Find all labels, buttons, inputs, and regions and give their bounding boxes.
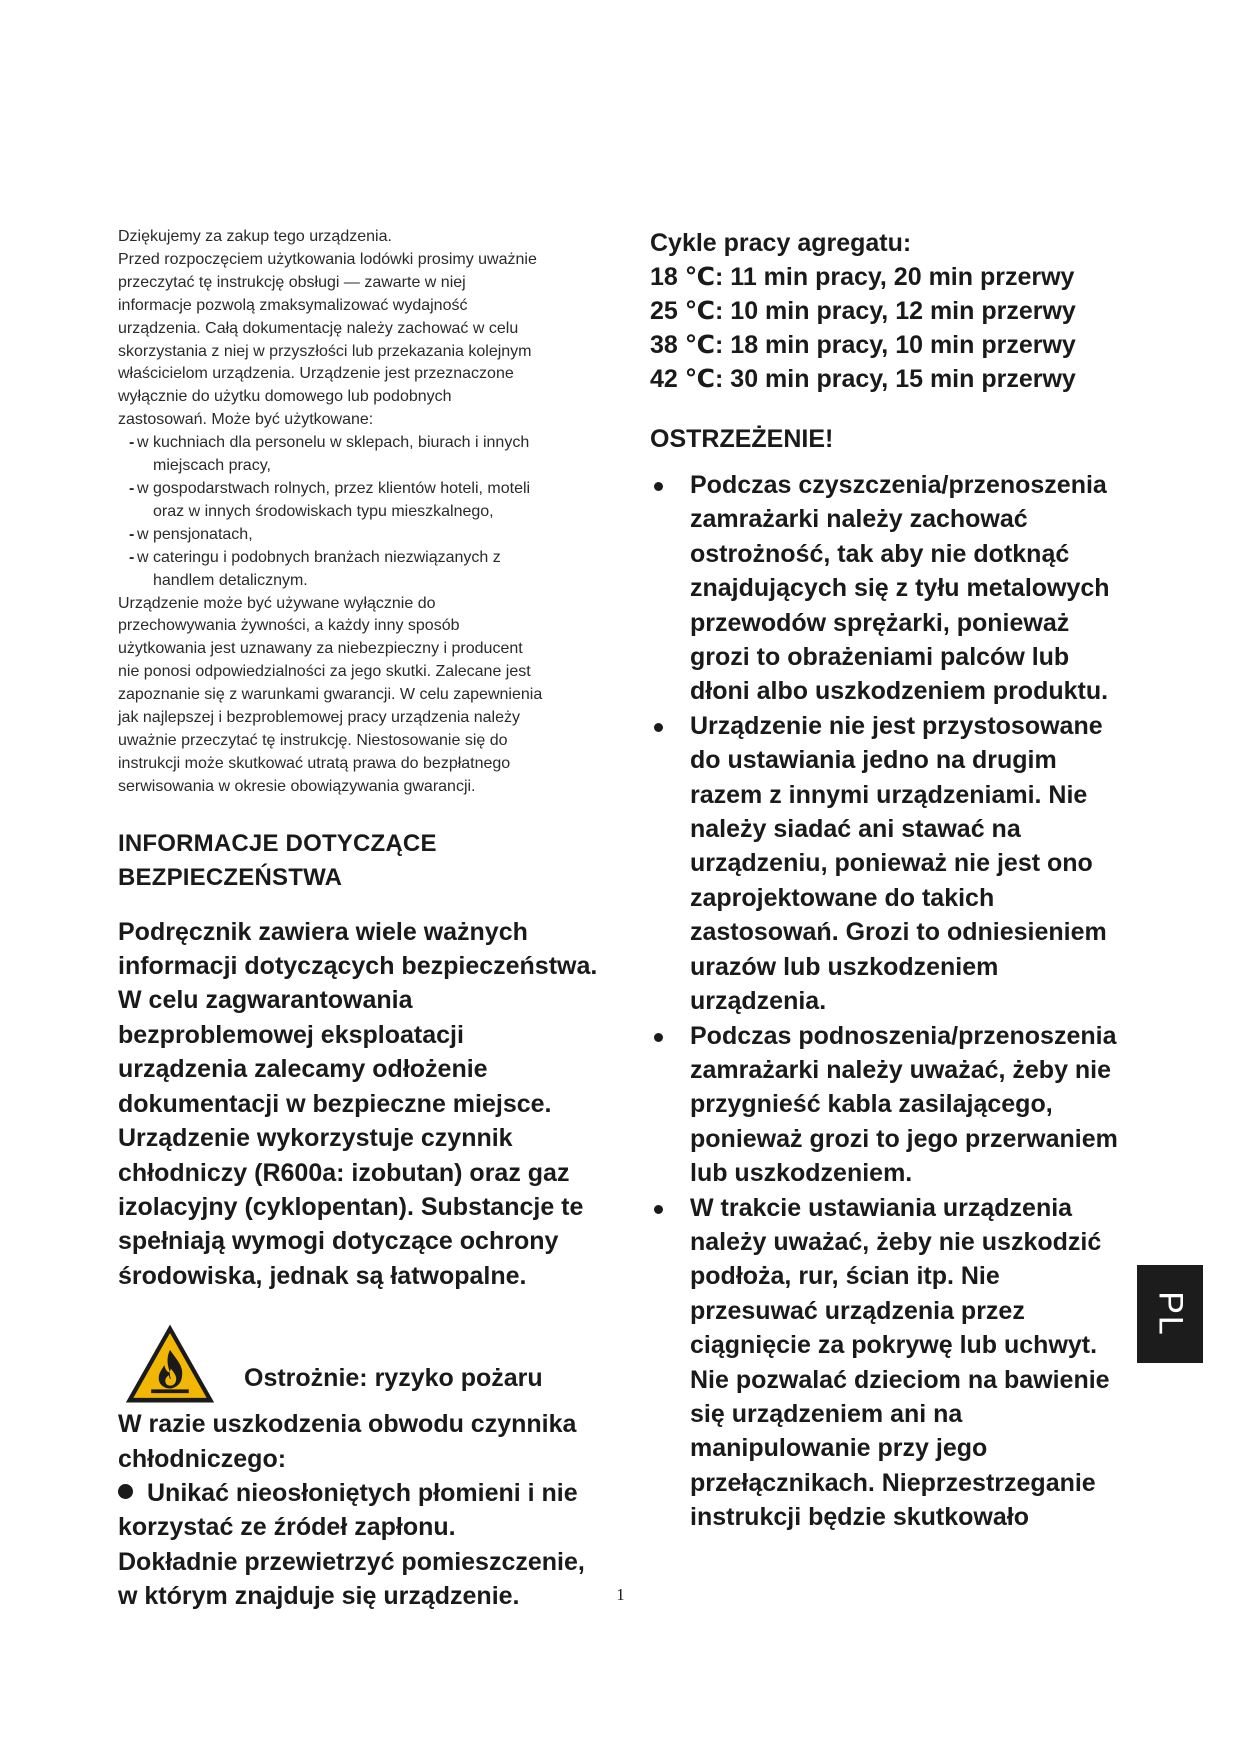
safety-paragraph-line: Podręcznik zawiera wiele ważnych xyxy=(118,917,528,946)
flammable-warning-icon xyxy=(123,1321,217,1407)
warning-bullet-line: instrukcji będzie skutkowało xyxy=(690,1503,1029,1532)
intro-line: przeczytać tę instrukcję obsługi — zawarte w niej xyxy=(118,273,466,291)
warning-bullet-line: dłoni albo uszkodzeniem produktu. xyxy=(690,677,1109,706)
safety-paragraph-line: chłodniczy (R600a: izobutan) oraz gaz xyxy=(118,1158,570,1187)
safety-paragraph-line: Urządzenie wykorzystuje czynnik xyxy=(118,1124,513,1153)
usage-list-item-line: handlem detalicznym. xyxy=(153,571,308,589)
intro-line: przechowywania żywności, a każdy inny sposób xyxy=(118,617,460,635)
cycles-title: Cykle pracy agregatu: xyxy=(650,229,912,257)
warning-bullet-line: należy siadać ani stawać na xyxy=(690,815,1021,844)
intro-line: Przed rozpoczęciem użytkowania lodówki prosimy uważnie xyxy=(118,250,537,268)
left-column xyxy=(118,226,598,1614)
safety-paragraph-line: W celu zagwarantowania xyxy=(118,986,413,1015)
bullet-dot-icon xyxy=(654,723,663,732)
intro-line: właścicielom urządzenia. Urządzenie jest przeznaczone xyxy=(118,365,514,383)
warning-bullet-line: ponieważ grozi to jego przerwaniem xyxy=(690,1124,1118,1153)
intro-line: informacje pozwolą zmaksymalizować wydajność xyxy=(118,296,468,314)
cycles-list xyxy=(650,260,1140,396)
cycle-line: 18 ℃: 11 min pracy, 20 min przerwy xyxy=(650,263,1075,291)
intro-line: jak najlepszej i bezproblemowej pracy urządzenia należy xyxy=(118,709,520,727)
warning-bullet-line: urządzeniu, ponieważ nie jest ono xyxy=(690,849,1093,878)
intro-line: zapoznanie się z warunkami gwarancji. W celu zapewnienia xyxy=(118,686,543,704)
intro-line: wyłącznie do użytku domowego lub podobnych xyxy=(118,388,452,406)
intro-text xyxy=(118,226,598,799)
warning-bullet-line: Urządzenie nie jest przystosowane xyxy=(690,711,1103,740)
page-number: 1 xyxy=(616,1585,625,1604)
warning-bullet-line: zastosowań. Grozi to odniesieniem xyxy=(690,918,1107,947)
cycle-line: 25 ℃: 10 min pracy, 12 min przerwy xyxy=(650,297,1076,325)
usage-list-item xyxy=(118,432,598,478)
safety-paragraph-line: bezproblemowej eksploatacji xyxy=(118,1020,464,1049)
bullet-dot-icon xyxy=(118,1484,133,1499)
refrigerant-damage-text xyxy=(118,1407,598,1476)
warning-bullets xyxy=(650,468,1140,1535)
warning-bullet-line: przełącznikach. Nieprzestrzeganie xyxy=(690,1468,1096,1497)
intro-line: instrukcji może skutkować utratą prawa do bezpłatnego xyxy=(118,754,511,772)
warning-bullet-line: urazów lub uszkodzeniem xyxy=(690,952,999,981)
intro-line: Dziękujemy za zakup tego urządzenia. xyxy=(118,228,392,245)
usage-list-item xyxy=(118,547,598,593)
intro-line: skorzystania z niej w przyszłości lub przekazania kolejnym xyxy=(118,342,532,360)
warning-bullet-line: przygnieść kabla zasilającego, xyxy=(690,1090,1053,1119)
right-column xyxy=(650,226,1140,1535)
warning-bullet-line: ostrożność, tak aby nie dotknąć xyxy=(690,539,1070,568)
usage-list-item xyxy=(118,478,598,524)
warning-bullet-line: grozi to obrażeniami palców lub xyxy=(690,643,1070,672)
warning-bullet-line: W trakcie ustawiania urządzenia xyxy=(690,1193,1073,1222)
warning-bullet-line: Podczas podnoszenia/przenoszenia xyxy=(690,1021,1117,1050)
warning-bullet-line: znajdujących się z tyłu metalowych xyxy=(690,574,1110,603)
safety-paragraph xyxy=(118,915,598,1293)
cycle-line: 42 ℃: 30 min pracy, 15 min przerwy xyxy=(650,365,1076,393)
warning-bullet-line: ciągnięcie za pokrywę lub uchwyt. xyxy=(690,1331,1098,1360)
intro-line: użytkowania jest uznawany za niebezpieczny i producent xyxy=(118,640,523,658)
flame-warning-line: Unikać nieosłoniętych płomieni i nie xyxy=(118,1476,598,1510)
warning-bullet-line: lub uszkodzeniem. xyxy=(690,1159,913,1188)
warning-bullet-line: do ustawiania jedno na drugim xyxy=(690,746,1057,775)
intro-line: serwisowania w okresie obowiązywania gwarancji. xyxy=(118,777,476,795)
refrigerant-line: W razie uszkodzenia obwodu czynnika xyxy=(118,1410,577,1439)
intro-line: nie ponosi odpowiedzialności za jego skutki. Zalecane jest xyxy=(118,663,531,681)
usage-list-item-line: w pensjonatach, xyxy=(137,525,253,543)
warning-bullet-line: zamrażarki należy uważać, żeby nie xyxy=(690,1055,1112,1084)
warning-bullet-line: manipulowanie przy jego xyxy=(690,1434,988,1463)
warning-bullet xyxy=(650,709,1140,1019)
usage-list-item xyxy=(118,524,598,547)
bullet-dot-icon xyxy=(654,482,663,491)
warning-bullet xyxy=(650,1191,1140,1535)
language-tab-label: PL xyxy=(1151,1291,1190,1337)
fire-warning-row xyxy=(118,1321,598,1413)
warning-bullet-line: razem z innymi urządzeniami. Nie xyxy=(690,780,1088,809)
intro-line: zastosowań. Może być użytkowane: xyxy=(118,411,374,429)
ventilation-line: korzystać ze źródeł zapłonu. xyxy=(118,1513,456,1542)
intro-line: Urządzenie może być używane wyłącznie do xyxy=(118,594,436,612)
ventilation-line: w którym znajduje się urządzenie. xyxy=(118,1582,520,1611)
warning-bullet-line: zaprojektowane do takich xyxy=(690,883,995,912)
safety-heading: INFORMACJE DOTYCZĄCE BEZPIECZEŃSTWA xyxy=(118,829,437,891)
safety-paragraph-line: spełniają wymogi dotyczące ochrony xyxy=(118,1227,559,1256)
usage-list-item-line: oraz w innych środowiskach typu mieszkalnego, xyxy=(153,502,494,520)
warning-bullet xyxy=(650,1019,1140,1191)
ventilation-line: Dokładnie przewietrzyć pomieszczenie, xyxy=(118,1547,585,1576)
usage-list xyxy=(118,432,598,592)
cycle-line: 38 ℃: 18 min pracy, 10 min przerwy xyxy=(650,331,1076,359)
safety-paragraph-line: izolacyjny (cyklopentan). Substancje te xyxy=(118,1192,584,1221)
warning-bullet-line: Nie pozwalać dzieciom na bawienie xyxy=(690,1365,1110,1394)
safety-paragraph-line: dokumentacji w bezpieczne miejsce. xyxy=(118,1089,552,1118)
warning-title: OSTRZEŻENIE! xyxy=(650,425,834,453)
language-tab xyxy=(1137,1265,1203,1363)
dash-marker: - xyxy=(129,548,135,566)
warning-bullet-line: się urządzeniem ani na xyxy=(690,1399,963,1428)
bullet-dot-icon xyxy=(654,1033,663,1042)
dash-marker: - xyxy=(129,479,135,497)
warning-bullet-line: przewodów sprężarki, ponieważ xyxy=(690,608,1070,637)
bullet-dot-icon xyxy=(654,1205,663,1214)
intro-line: uważnie przeczytać tę instrukcję. Niestosowanie się do xyxy=(118,731,508,749)
usage-list-item-line: w gospodarstwach rolnych, przez klientów hoteli, moteli xyxy=(137,479,531,497)
warning-bullet-line: urządzenia. xyxy=(690,987,827,1016)
usage-list-item-line: miejscach pracy, xyxy=(153,457,271,475)
warning-bullet-line: przesuwać urządzenia przez xyxy=(690,1296,1025,1325)
dash-marker: - xyxy=(129,525,135,543)
safety-paragraph-line: środowiska, jednak są łatwopalne. xyxy=(118,1261,527,1290)
intro-line: urządzenia. Całą dokumentację należy zachować w celu xyxy=(118,319,519,337)
warning-bullet xyxy=(650,468,1140,709)
warning-bullet-line: podłoża, rur, ścian itp. Nie xyxy=(690,1262,1000,1291)
refrigerant-line: chłodniczego: xyxy=(118,1444,287,1473)
safety-paragraph-line: urządzenia zalecamy odłożenie xyxy=(118,1055,488,1084)
warning-bullet-line: Podczas czyszczenia/przenoszenia xyxy=(690,471,1107,499)
warning-bullet-line: należy uważać, żeby nie uszkodzić xyxy=(690,1227,1102,1256)
usage-list-item-line: w kuchniach dla personelu w sklepach, biurach i innych xyxy=(137,434,530,452)
dash-marker: - xyxy=(129,434,135,452)
usage-list-item-line: w cateringu i podobnych branżach niezwiązanych z xyxy=(137,548,501,566)
safety-paragraph-line: informacji dotyczących bezpieczeństwa. xyxy=(118,952,598,981)
warning-bullet-line: zamrażarki należy zachować xyxy=(690,505,1028,534)
fire-risk-label: Ostrożnie: ryzyko pożaru xyxy=(244,1364,543,1393)
